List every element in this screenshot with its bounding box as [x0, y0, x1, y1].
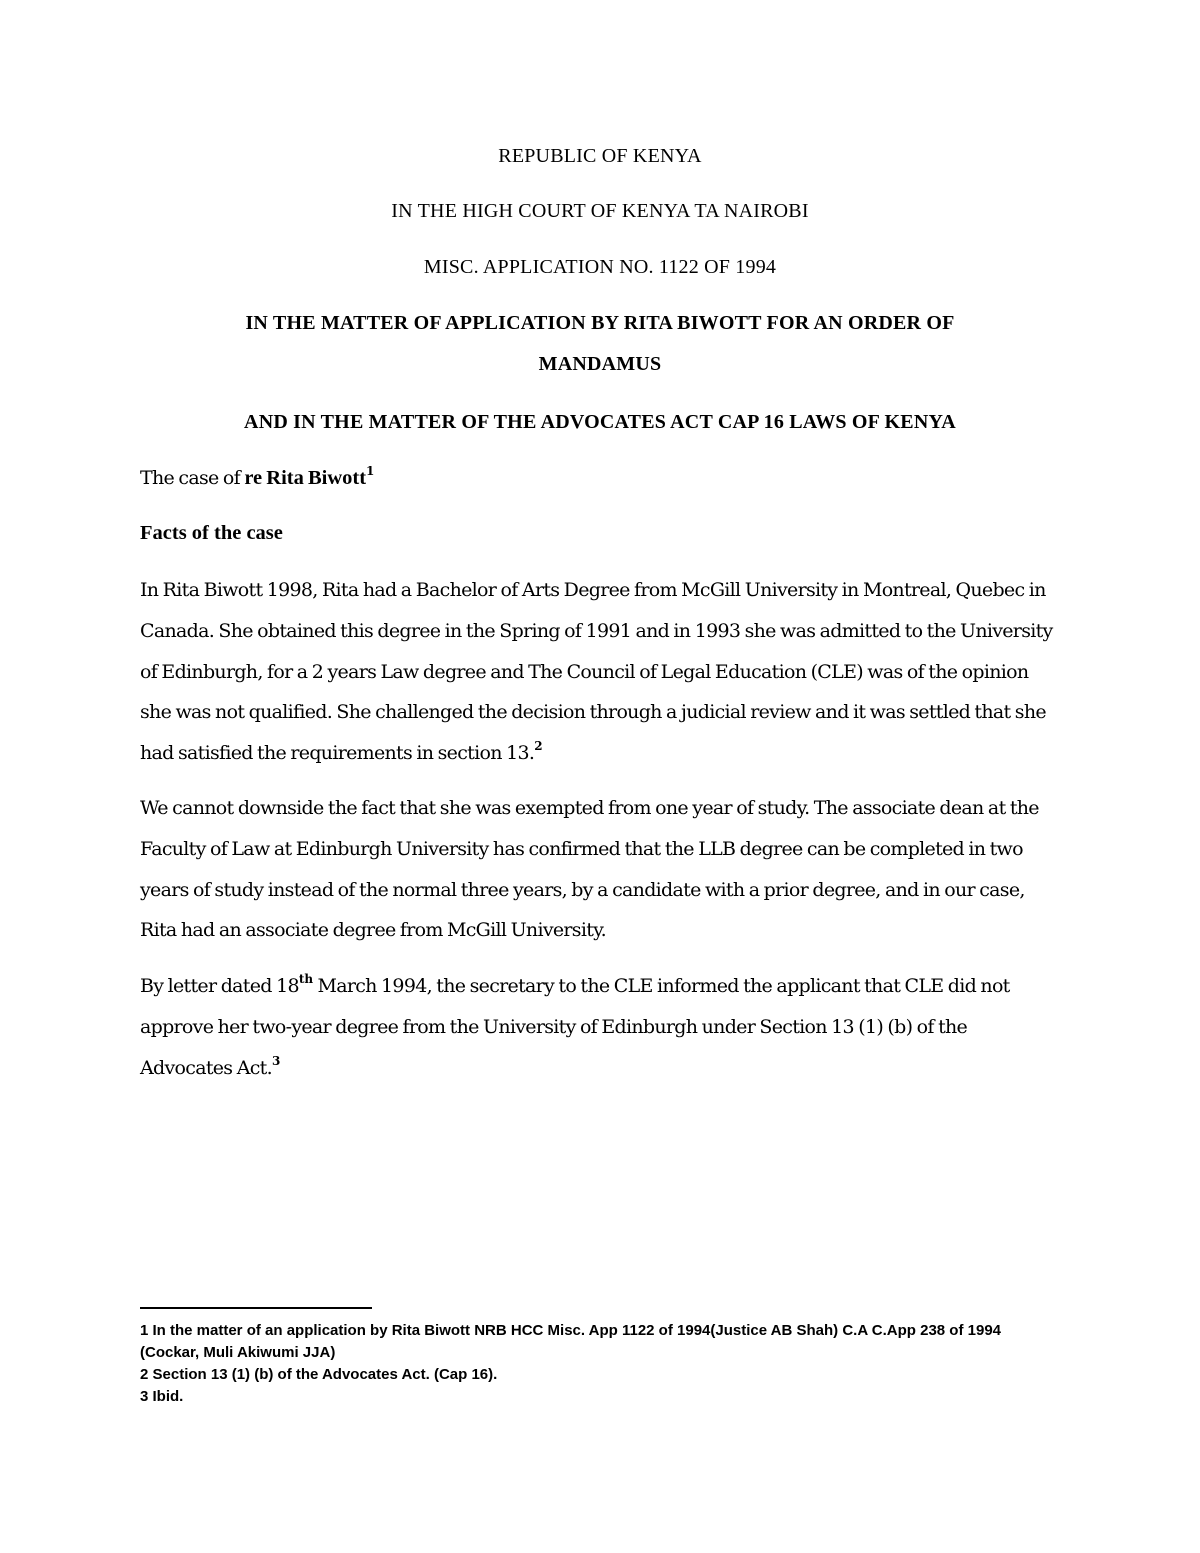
case-line [140, 458, 1060, 499]
case-line-prefix: The case of [140, 467, 245, 489]
paragraph-2-text: We cannot downside the fact that she was exempted from one year of study. The associate dean at the Faculty of Law at Edinburgh University has confirmed that the LLB degree can be completed in two years of study instead of the normal three years, by a candidate with a prior degree, and in our case, Rita had an associate degree from McGill University. [140, 797, 1039, 942]
heading-application-number: MISC. APPLICATION NO. 1122 OF 1994 [423, 256, 777, 278]
footnote-1: 1 In the matter of an application by Rita Biwott NRB HCC Misc. App 1122 of 1994(Justice AB Shah) C.A C.App 238 of 1994 (Cockar, Muli Akiwumi JJA) [140, 1322, 1002, 1361]
heading-matter [140, 303, 1060, 385]
heading-matter-line2: MANDAMUS [538, 353, 662, 375]
paragraph-1-text: In Rita Biwott 1998, Rita had a Bachelor of Arts Degree from McGill University in Montreal, Quebec in Canada. She obtained this degree in the Spring of 1991 and in 1993 she was admitted to the University of Edinburgh, for a 2 years Law degree and The Council of Legal Education (CLE) was of the opinion she was not qualified. She challenged the decision through a judicial review and it was settled that she had satisfied the requirements in section 13. [140, 579, 1053, 765]
case-name: re Rita Biwott [244, 467, 367, 489]
heading-republic: REPUBLIC OF KENYA [498, 145, 702, 167]
paragraph-1 [140, 570, 1060, 774]
paragraph-3 [140, 966, 1060, 1088]
facts-heading: Facts of the case [140, 522, 283, 544]
paragraph-3-rest: March 1994, the secretary to the CLE informed the applicant that CLE did not approve her two-year degree from the University of Edinburgh under Section 13 (1) (b) of the Advocates Act. [140, 975, 1010, 1079]
footnote-separator [140, 1307, 372, 1309]
ordinal-suffix: th [298, 972, 314, 986]
footnote-2: 2 Section 13 (1) (b) of the Advocates Act. (Cap 16). [140, 1366, 498, 1383]
footnotes [140, 1320, 1060, 1408]
heading-matter-line1: IN THE MATTER OF APPLICATION BY RITA BIWOTT FOR AN ORDER OF [245, 312, 955, 334]
footnote-ref-1[interactable]: 1 [366, 464, 375, 478]
paragraph-2 [140, 788, 1060, 951]
heading-court: IN THE HIGH COURT OF KENYA TA NAIROBI [391, 200, 809, 222]
footnote-ref-2[interactable]: 2 [534, 739, 543, 754]
footnote-ref-3[interactable]: 3 [271, 1053, 281, 1068]
footnote-3: 3 Ibid. [140, 1388, 184, 1405]
paragraph-3-start: By letter dated 18 [140, 975, 299, 997]
heading-advocates-act: AND IN THE MATTER OF THE ADVOCATES ACT CAP 16 LAWS OF KENYA [244, 411, 956, 433]
